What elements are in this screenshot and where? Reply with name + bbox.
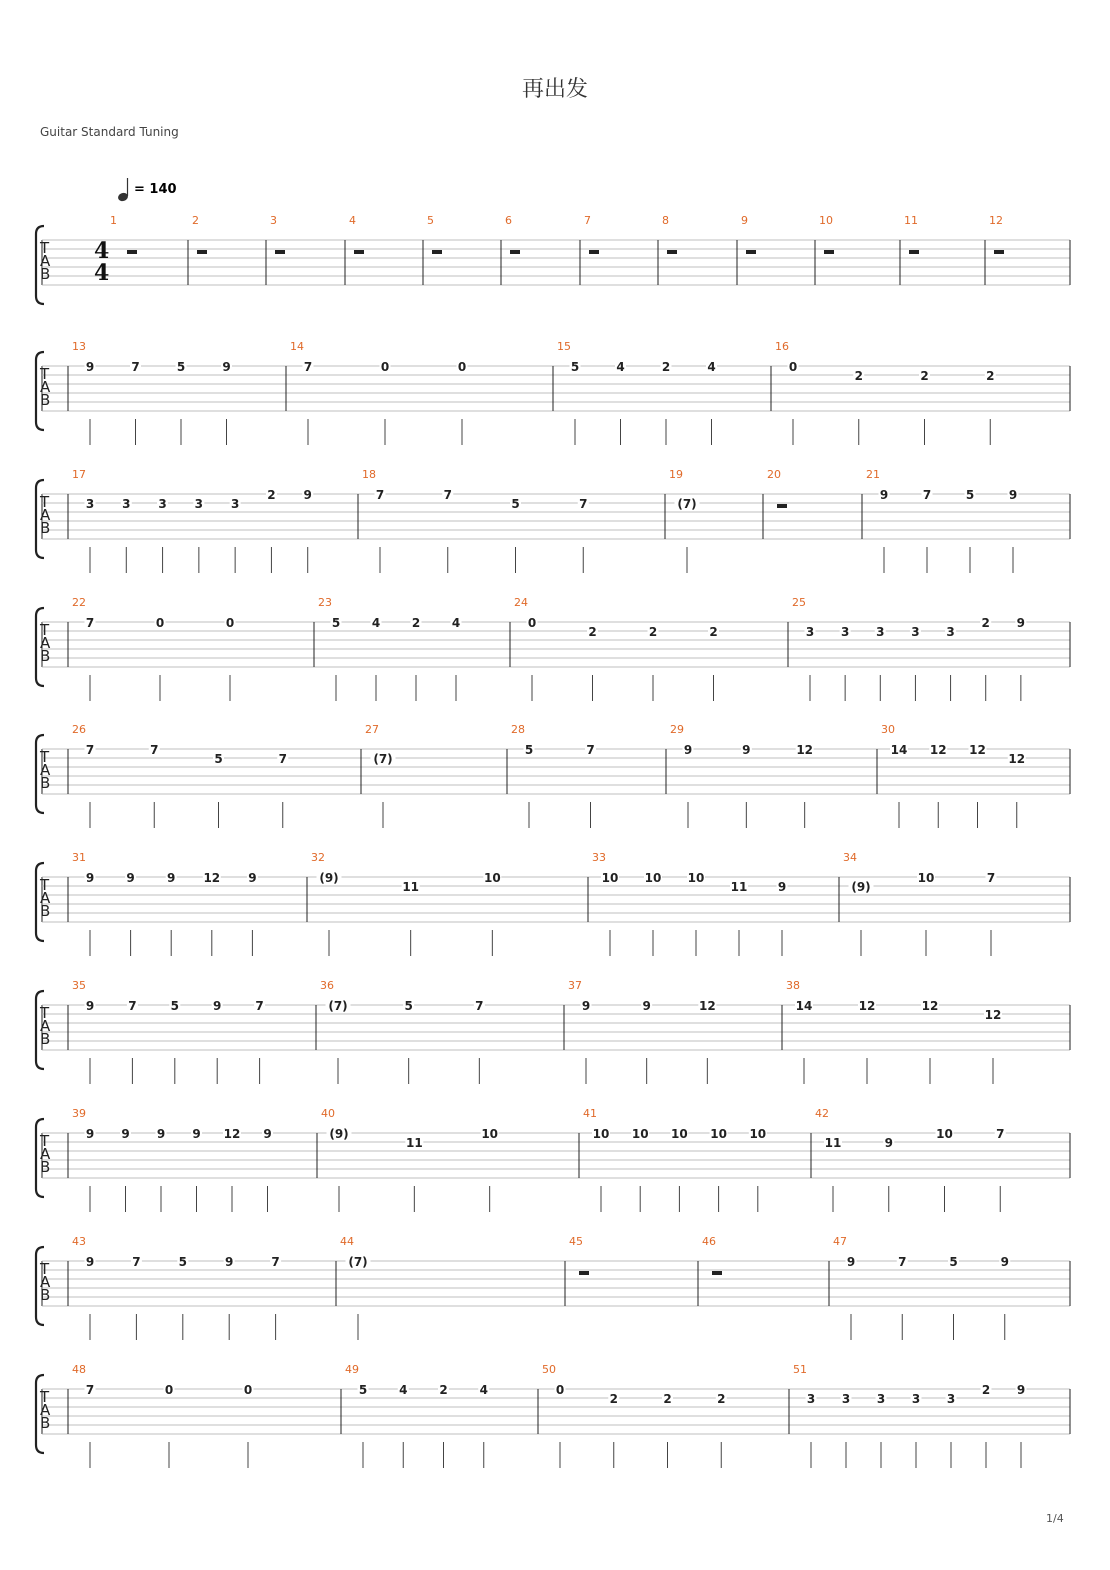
fret-number: 9 — [884, 1136, 893, 1150]
tab-system — [36, 214, 1070, 304]
fret-number: 4 — [707, 360, 716, 374]
tab-clef-letter: B — [40, 391, 51, 409]
tab-system — [36, 1107, 1070, 1212]
fret-number: 12 — [969, 743, 986, 757]
fret-number: 7 — [150, 743, 159, 757]
fret-number: (9) — [319, 871, 339, 885]
time-signature-top: 4 — [94, 238, 110, 264]
tab-system — [36, 851, 1070, 956]
fret-number: 12 — [929, 743, 947, 757]
fret-number: 3 — [194, 497, 204, 511]
tab-clef-letter: T — [40, 239, 50, 257]
measure-number: 23 — [318, 596, 332, 609]
fret-number: 3 — [122, 497, 131, 511]
measure-number: 8 — [662, 214, 669, 227]
tab-clef-letter: A — [40, 378, 51, 396]
fret-number: 9 — [879, 488, 889, 502]
measure-number: 48 — [72, 1363, 86, 1376]
whole-rest — [589, 250, 599, 254]
whole-rest — [667, 250, 677, 254]
measure-number: 32 — [311, 851, 325, 864]
fret-number: 7 — [85, 743, 95, 757]
measure-number: 46 — [702, 1235, 716, 1248]
fret-number: 7 — [128, 999, 137, 1013]
tab-clef-letter: T — [40, 1260, 50, 1278]
fret-number: 10 — [644, 871, 662, 885]
tab-clef-letter: B — [40, 1414, 51, 1432]
fret-number: 3 — [946, 625, 955, 639]
tab-clef-letter: A — [40, 1273, 51, 1291]
whole-rest — [354, 250, 364, 254]
measure-number: 14 — [290, 340, 304, 353]
fret-number: 7 — [586, 743, 595, 757]
tab-clef-letter: T — [40, 493, 50, 511]
measure-number: 42 — [815, 1107, 829, 1120]
fret-number: 9 — [85, 1255, 95, 1269]
fret-number: (7) — [328, 999, 348, 1013]
fret-number: 2 — [661, 360, 671, 374]
time-signature-bottom: 4 — [94, 260, 110, 286]
fret-number: 9 — [263, 1127, 272, 1141]
fret-number: 7 — [898, 1255, 907, 1269]
tab-clef-letter: T — [40, 1132, 50, 1150]
fret-number: 4 — [399, 1383, 408, 1397]
fret-number: 9 — [167, 871, 176, 885]
tempo-label: = 140 — [134, 182, 177, 197]
tab-system — [36, 596, 1070, 701]
fret-number: 2 — [709, 625, 718, 639]
whole-rest — [712, 1271, 722, 1275]
measure-number: 22 — [72, 596, 86, 609]
measure-number: 3 — [270, 214, 277, 227]
fret-number: 5 — [949, 1255, 958, 1269]
measure-number: 30 — [881, 723, 895, 736]
fret-number: 5 — [178, 1255, 187, 1269]
fret-number: 2 — [717, 1392, 726, 1406]
fret-number: 4 — [451, 616, 461, 630]
fret-number: 7 — [922, 488, 932, 502]
tab-clef-letter: A — [40, 761, 51, 779]
measure-number: 27 — [365, 723, 379, 736]
fret-number: 9 — [213, 999, 222, 1013]
tab-clef-letter: A — [40, 1401, 51, 1419]
tab-clef-letter: T — [40, 876, 50, 894]
fret-number: 3 — [876, 1392, 886, 1406]
measure-number: 10 — [819, 214, 833, 227]
measure-number: 13 — [72, 340, 86, 353]
fret-number: 3 — [806, 1392, 816, 1406]
whole-rest — [824, 250, 834, 254]
fret-number: 7 — [131, 360, 140, 374]
tab-system — [36, 723, 1070, 828]
measure-number: 43 — [72, 1235, 86, 1248]
fret-number: 0 — [380, 360, 390, 374]
whole-rest — [746, 250, 756, 254]
measure-number: 24 — [514, 596, 528, 609]
fret-number: 0 — [788, 360, 798, 374]
fret-number: 3 — [805, 625, 815, 639]
whole-rest — [777, 504, 787, 508]
fret-number: 10 — [917, 871, 935, 885]
fret-number: 3 — [841, 1392, 851, 1406]
fret-number: 5 — [965, 488, 975, 502]
measure-number: 45 — [569, 1235, 583, 1248]
page-number: 1/4 — [1046, 1512, 1064, 1525]
fret-number: 2 — [411, 616, 421, 630]
fret-number: 10 — [687, 871, 705, 885]
fret-number: 9 — [303, 488, 312, 502]
fret-number: 12 — [921, 999, 939, 1013]
tab-clef-letter: A — [40, 1017, 51, 1035]
fret-number: 0 — [243, 1383, 253, 1397]
fret-number: 11 — [405, 1136, 423, 1150]
fret-number: 2 — [267, 488, 276, 502]
fret-number: 11 — [402, 880, 420, 894]
fret-number: 0 — [527, 616, 537, 630]
measure-number: 17 — [72, 468, 86, 481]
fret-number: 2 — [986, 369, 995, 383]
fret-number: 10 — [749, 1127, 767, 1141]
fret-number: 9 — [777, 880, 787, 894]
measure-number: 9 — [741, 214, 748, 227]
fret-number: 7 — [996, 1127, 1005, 1141]
whole-rest — [197, 250, 207, 254]
measure-number: 35 — [72, 979, 86, 992]
fret-number: 11 — [730, 880, 748, 894]
fret-number: 5 — [511, 497, 520, 511]
fret-number: 7 — [85, 1383, 95, 1397]
measure-number: 6 — [505, 214, 512, 227]
fret-number: 3 — [230, 497, 240, 511]
fret-number: 0 — [155, 616, 165, 630]
fret-number: 9 — [192, 1127, 201, 1141]
tab-system — [36, 1363, 1070, 1468]
fret-number: 9 — [642, 999, 651, 1013]
fret-number: 9 — [225, 1255, 234, 1269]
whole-rest — [994, 250, 1004, 254]
fret-number: 9 — [1016, 616, 1026, 630]
whole-rest — [579, 1271, 589, 1275]
tab-system — [36, 1235, 1070, 1340]
fret-number: 9 — [683, 743, 693, 757]
tab-clef-letter: A — [40, 634, 51, 652]
measure-number: 29 — [670, 723, 684, 736]
fret-number: 10 — [631, 1127, 649, 1141]
fret-number: 9 — [846, 1255, 856, 1269]
fret-number: 9 — [222, 360, 231, 374]
fret-number: 3 — [946, 1392, 956, 1406]
fret-number: 12 — [858, 999, 876, 1013]
fret-number: (7) — [677, 497, 697, 511]
fret-number: 2 — [981, 616, 990, 630]
whole-rest — [432, 250, 442, 254]
fret-number: 2 — [920, 369, 929, 383]
fret-number: 9 — [248, 871, 257, 885]
fret-number: 7 — [303, 360, 313, 374]
fret-number: 2 — [854, 369, 863, 383]
whole-rest — [510, 250, 520, 254]
fret-number: 0 — [164, 1383, 174, 1397]
fret-number: 7 — [443, 488, 452, 502]
fret-number: 2 — [588, 625, 597, 639]
measure-number: 39 — [72, 1107, 86, 1120]
fret-number: 9 — [156, 1127, 166, 1141]
measure-number: 49 — [345, 1363, 359, 1376]
measure-number: 4 — [349, 214, 356, 227]
fret-number: 0 — [457, 360, 467, 374]
fret-number: 10 — [592, 1127, 610, 1141]
fret-number: 2 — [439, 1383, 448, 1397]
tab-system — [36, 468, 1070, 573]
fret-number: (9) — [851, 880, 871, 894]
fret-number: 9 — [85, 999, 95, 1013]
measure-number: 20 — [767, 468, 781, 481]
fret-number: 10 — [601, 871, 619, 885]
tab-clef-letter: B — [40, 519, 51, 537]
measure-number: 50 — [542, 1363, 556, 1376]
fret-number: 12 — [223, 1127, 241, 1141]
fret-number: 4 — [616, 360, 625, 374]
measure-number: 16 — [775, 340, 789, 353]
fret-number: 5 — [358, 1383, 368, 1397]
fret-number: 7 — [255, 999, 264, 1013]
tab-clef-letter: B — [40, 1286, 51, 1304]
measure-number: 1 — [110, 214, 117, 227]
measure-number: 15 — [557, 340, 571, 353]
fret-number: 4 — [479, 1383, 488, 1397]
fret-number: 12 — [203, 871, 221, 885]
measure-number: 25 — [792, 596, 806, 609]
fret-number: 5 — [570, 360, 580, 374]
fret-number: 5 — [176, 360, 186, 374]
fret-number: 10 — [671, 1127, 688, 1141]
tab-clef-letter: T — [40, 1004, 50, 1022]
fret-number: 9 — [85, 360, 95, 374]
measure-number: 33 — [592, 851, 606, 864]
fret-number: 2 — [663, 1392, 672, 1406]
whole-rest — [275, 250, 285, 254]
tab-clef-letter: T — [40, 748, 50, 766]
tab-clef-letter: T — [40, 1388, 50, 1406]
tab-systems — [36, 214, 1070, 1468]
measure-number: 21 — [866, 468, 880, 481]
tuning-label: Guitar Standard Tuning — [40, 125, 179, 139]
fret-number: 0 — [225, 616, 235, 630]
tab-system — [36, 340, 1070, 445]
fret-number: 5 — [170, 999, 179, 1013]
fret-number: 10 — [481, 1127, 499, 1141]
fret-number: 9 — [121, 1127, 130, 1141]
tab-clef-letter: A — [40, 506, 51, 524]
tab-clef-letter: A — [40, 889, 51, 907]
fret-number: 3 — [911, 625, 920, 639]
measure-number: 34 — [843, 851, 857, 864]
measure-number: 36 — [320, 979, 334, 992]
measure-number: 51 — [793, 1363, 807, 1376]
tab-clef-letter: B — [40, 1030, 51, 1048]
measure-number: 28 — [511, 723, 525, 736]
measure-number: 41 — [583, 1107, 597, 1120]
fret-number: 12 — [698, 999, 716, 1013]
fret-number: 3 — [840, 625, 850, 639]
fret-number: 7 — [278, 752, 287, 766]
fret-number: 10 — [710, 1127, 727, 1141]
fret-number: 7 — [375, 488, 385, 502]
fret-number: 5 — [331, 616, 341, 630]
fret-number: 3 — [911, 1392, 921, 1406]
fret-number: (7) — [348, 1255, 368, 1269]
tab-clef-letter: A — [40, 252, 51, 270]
fret-number: 7 — [271, 1255, 280, 1269]
measure-number: 11 — [904, 214, 918, 227]
tempo-marking — [117, 178, 177, 202]
measure-number: 19 — [669, 468, 683, 481]
fret-number: 14 — [890, 743, 908, 757]
tab-clef-letter: B — [40, 774, 51, 792]
fret-number: 12 — [796, 743, 814, 757]
tab-clef-letter: T — [40, 365, 50, 383]
fret-number: 0 — [555, 1383, 565, 1397]
tab-clef-letter: B — [40, 902, 51, 920]
fret-number: 5 — [404, 999, 413, 1013]
fret-number: 9 — [1000, 1255, 1009, 1269]
fret-number: 4 — [371, 616, 381, 630]
fret-number: 7 — [85, 616, 95, 630]
measure-number: 26 — [72, 723, 86, 736]
fret-number: 14 — [795, 999, 813, 1013]
whole-rest — [909, 250, 919, 254]
fret-number: (7) — [373, 752, 393, 766]
measure-number: 2 — [192, 214, 199, 227]
fret-number: 3 — [158, 497, 167, 511]
measure-number: 40 — [321, 1107, 335, 1120]
measure-number: 38 — [786, 979, 800, 992]
fret-number: 5 — [524, 743, 534, 757]
tab-clef-letter: B — [40, 1158, 51, 1176]
fret-number: 9 — [1008, 488, 1018, 502]
fret-number: 9 — [581, 999, 591, 1013]
measure-number: 5 — [427, 214, 434, 227]
fret-number: 2 — [981, 1383, 991, 1397]
measure-number: 44 — [340, 1235, 354, 1248]
tab-clef-letter: A — [40, 1145, 51, 1163]
measure-number: 18 — [362, 468, 376, 481]
fret-number: 10 — [483, 871, 501, 885]
measure-number: 37 — [568, 979, 582, 992]
measure-number: 7 — [584, 214, 591, 227]
fret-number: 3 — [85, 497, 95, 511]
fret-number: 9 — [742, 743, 751, 757]
fret-number: 12 — [1008, 752, 1026, 766]
fret-number: 5 — [214, 752, 223, 766]
fret-number: 7 — [986, 871, 996, 885]
fret-number: 9 — [85, 871, 95, 885]
fret-number: (9) — [329, 1127, 349, 1141]
fret-number: 7 — [579, 497, 588, 511]
fret-number: 9 — [85, 1127, 95, 1141]
fret-number: 12 — [984, 1008, 1002, 1022]
fret-number: 9 — [1016, 1383, 1026, 1397]
fret-number: 7 — [132, 1255, 141, 1269]
measure-number: 31 — [72, 851, 86, 864]
tab-clef-letter: B — [40, 647, 51, 665]
measure-number: 12 — [989, 214, 1003, 227]
tab-clef-letter: B — [40, 265, 51, 283]
fret-number: 7 — [475, 999, 484, 1013]
whole-rest — [127, 250, 137, 254]
fret-number: 11 — [824, 1136, 842, 1150]
fret-number: 9 — [126, 871, 135, 885]
tab-clef-letter: T — [40, 621, 50, 639]
song-title: 再出发 — [521, 77, 588, 102]
fret-number: 3 — [876, 625, 885, 639]
tab-system — [36, 979, 1070, 1084]
measure-number: 47 — [833, 1235, 847, 1248]
fret-number: 10 — [936, 1127, 953, 1141]
fret-number: 2 — [609, 1392, 618, 1406]
fret-number: 2 — [648, 625, 658, 639]
